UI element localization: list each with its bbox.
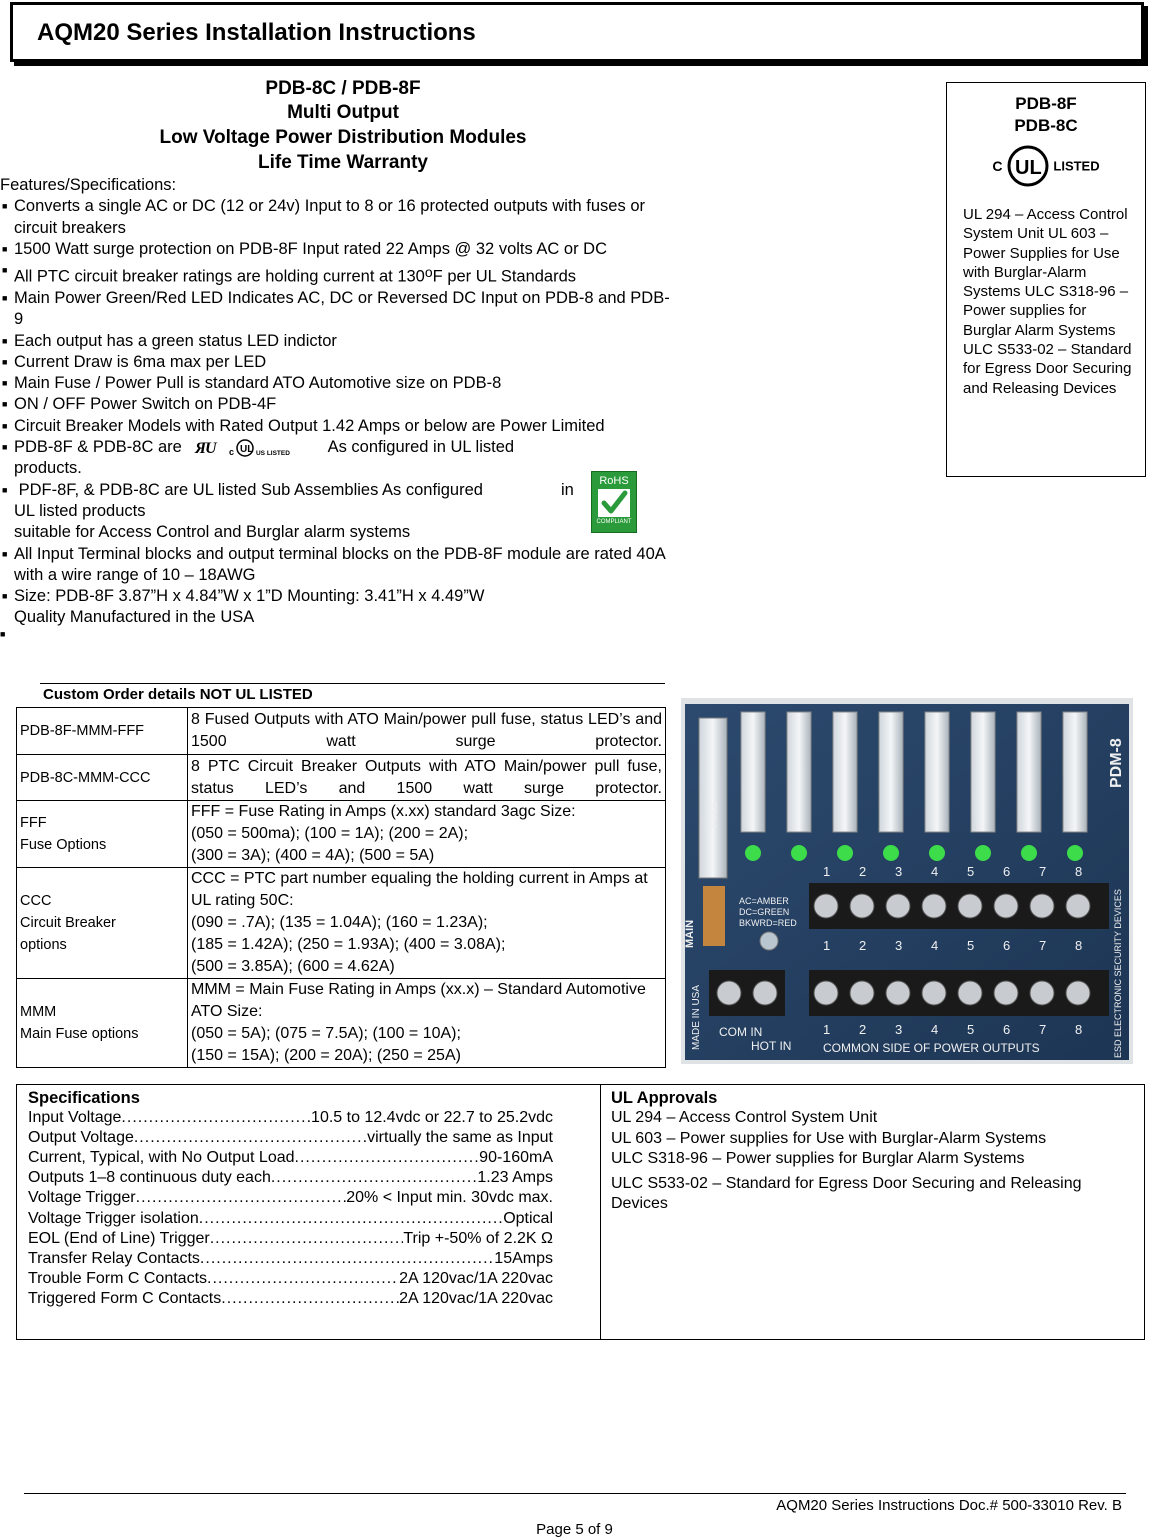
feature-item: ■ ON / OFF Power Switch on PDB-4F <box>2 395 277 414</box>
stray-bullet: ■ <box>0 628 6 639</box>
order-code: PDB-8C-MMM-CCC <box>17 755 188 801</box>
input-terminal-block <box>709 970 785 1016</box>
order-code: FFF Fuse Options <box>17 801 188 868</box>
brand-label: ESD ELECTRONIC SECURITY DEVICES <box>1113 889 1123 1058</box>
product-description-title: Low Voltage Power Distribution Modules <box>159 127 527 148</box>
feature-item: ■ Circuit Breaker Models with Rated Output 1.42 Amps or below are Power Limited <box>2 416 605 435</box>
order-code: PDB-8F-MMM-FFF <box>17 708 188 755</box>
warranty-title: Life Time Warranty <box>258 152 428 173</box>
svg-text:FUSE: FUSE <box>709 801 720 828</box>
order-description: MMM = Main Fuse Rating in Amps (xx.x) – Standard Automotive ATO Size: (050 = 5A); (075 = 7.5A); (100 = 10A); (150 = 15A); (200 = 20A); (250 = 25A) <box>188 979 666 1068</box>
specifications-heading: Specifications <box>28 1089 140 1107</box>
svg-text:3: 3 <box>895 938 903 953</box>
svg-text:5: 5 <box>967 864 975 879</box>
svg-text:3: 3 <box>895 1022 903 1037</box>
spec-row: Voltage Trigger isolation ..... Optical <box>28 1209 553 1229</box>
svg-text:2: 2 <box>859 1022 867 1037</box>
feature-item: ■ Main Power Green/Red LED Indicates AC, DC or Reversed DC Input on PDB-8 and PDB-9 <box>2 288 670 329</box>
order-code: MMM Main Fuse options <box>17 979 188 1068</box>
ul-us-listed-icon: c UL US LISTED <box>229 439 295 457</box>
svg-text:MAIN: MAIN <box>684 919 696 948</box>
feature-item: ■ Main Fuse / Power Pull is standard ATO Automotive size on PDB-8 <box>2 374 502 393</box>
custom-order-title: Custom Order details NOT UL LISTED <box>43 686 313 703</box>
feature-item: ■ 1500 Watt surge protection on PDB-8F Input rated 22 Amps @ 32 volts AC or DC <box>2 239 608 258</box>
ul-approvals-section <box>611 1088 1136 1214</box>
order-description: 8 PTC Circuit Breaker Outputs with ATO Main/power pull fuse, status LED’s and 1500 watt surge protector. <box>188 755 666 801</box>
product-models-title: PDB-8C / PDB-8F <box>265 78 421 99</box>
board-model-label: PDM-8 <box>1108 738 1125 788</box>
output-terminal-block-top <box>809 883 1109 929</box>
svg-text:6: 6 <box>1003 1022 1011 1037</box>
features-list <box>0 196 670 628</box>
svg-text:HOT IN: HOT IN <box>751 1039 792 1053</box>
features-section <box>0 175 670 639</box>
features-heading: Features/Specifications: <box>0 176 177 194</box>
svg-text:4: 4 <box>931 864 939 879</box>
svg-text:U: U <box>205 439 217 457</box>
svg-text:UL: UL <box>1014 157 1042 179</box>
svg-text:1: 1 <box>823 938 831 953</box>
svg-text:BKWRD=RED: BKWRD=RED <box>739 918 797 928</box>
svg-text:UL: UL <box>239 443 254 455</box>
svg-text:COMMON SIDE OF POWER OUTPUTS: COMMON SIDE OF POWER OUTPUTS <box>823 1041 1040 1055</box>
ul-approval-item: UL 294 – Access Control System Unit <box>611 1109 878 1127</box>
specifications-list <box>28 1088 553 1309</box>
product-photo <box>681 698 1133 1064</box>
svg-text:5: 5 <box>967 938 975 953</box>
feature-item: ■ Converts a single AC or DC (12 or 24v) Input to 8 or 16 protected outputs with fuses or circuit breakers <box>2 197 645 237</box>
spec-row: Trouble Form C Contacts ..... 2A 120vac/1A 220vac <box>28 1269 553 1289</box>
spec-row: Transfer Relay Contacts ..... 15Amps <box>28 1249 553 1269</box>
svg-text:6: 6 <box>1003 938 1011 953</box>
rohs-compliant-icon: RoHS COMPLIANT <box>591 471 637 533</box>
order-description: FFF = Fuse Rating in Amps (x.xx) standard 3agc Size: (050 = 500ma); (100 = 1A); (200 = 2A); (300 = 3A); (400 = 4A); (500 = 5A) <box>188 801 666 868</box>
feature-item: ■ PDF-8F, & PDB-8C are UL listed Sub Assemblies As configured in UL listed products suitable for Access Control and Burglar alarm systems <box>2 480 574 542</box>
cert-listings: UL 294 – Access Control System Unit UL 603 – Power Supplies for Use with Burglar-Alarm Systems ULC S318-96 – Power supplies for Burglar Alarm Systems ULC S533-02 – Standard for Egress Door Securing and Releasing Devices <box>963 206 1132 397</box>
svg-text:7: 7 <box>1039 1022 1047 1037</box>
footer-page-number: Page 5 of 9 <box>536 1521 613 1538</box>
spec-row: Output Voltage ..... virtually the same as Input <box>28 1128 553 1148</box>
ur-recognized-icon <box>194 439 220 457</box>
custom-order-rule <box>40 683 665 684</box>
feature-item: ■ All Input Terminal blocks and output terminal blocks on the PDB-8F module are rated 40A with a wire range of 10 – 18AWG <box>2 544 665 584</box>
made-in-usa-label: MADE IN USA <box>691 984 702 1050</box>
ul-approval-item: ULC S533-02 – Standard for Egress Door Securing and Releasing Devices <box>611 1174 1082 1213</box>
svg-text:8: 8 <box>1075 1022 1083 1037</box>
table-row <box>17 708 666 755</box>
feature-item: ■ Size: PDB-8F 3.87”H x 4.84”W x 1”D Mounting: 3.41”H x 4.49”W Quality Manufactured in the USA <box>2 587 485 627</box>
main-power-led <box>760 932 778 950</box>
custom-order-table <box>16 707 666 1068</box>
product-subtitle: Multi Output <box>287 102 399 123</box>
spec-divider <box>600 1084 601 1340</box>
led-legend <box>739 896 797 928</box>
svg-text:COM IN: COM IN <box>719 1025 763 1039</box>
svg-text:4: 4 <box>931 1022 939 1037</box>
svg-text:5: 5 <box>967 1022 975 1037</box>
spec-row: Input Voltage ..... 10.5 to 12.4vdc or 22.7 to 25.2vdc <box>28 1108 553 1128</box>
svg-text:6: 6 <box>1003 864 1011 879</box>
table-row <box>17 755 666 801</box>
c-ul-listed-icon: C UL LISTED <box>947 145 1145 187</box>
footer-rule <box>24 1493 1126 1494</box>
spec-row: Triggered Form C Contacts ..... 2A 120vac/1A 220vac <box>28 1289 553 1309</box>
svg-text:7: 7 <box>1039 938 1047 953</box>
feature-item: ■ Current Draw is 6ma max per LED <box>2 352 267 371</box>
svg-text:DC=GREEN: DC=GREEN <box>739 907 790 917</box>
svg-text:8: 8 <box>1075 938 1083 953</box>
document-title: AQM20 Series Installation Instructions <box>37 19 476 46</box>
ul-approvals-heading: UL Approvals <box>611 1089 718 1107</box>
main-fuse <box>699 718 727 878</box>
svg-text:2: 2 <box>859 864 867 879</box>
order-description: 8 Fused Outputs with ATO Main/power pull fuse, status LED’s and 1500 watt surge protector. <box>188 708 666 755</box>
cert-model-pdb8c: PDB-8C <box>1014 116 1078 135</box>
footer-doc-number: AQM20 Series Instructions Doc.# 500-33010 Rev. B <box>776 1497 1122 1514</box>
table-row <box>17 979 666 1068</box>
spec-row: Voltage Trigger ..... 20% < Input min. 30vdc max. <box>28 1188 553 1208</box>
table-row <box>17 801 666 868</box>
svg-text:7: 7 <box>1039 864 1047 879</box>
svg-text:8: 8 <box>1075 864 1083 879</box>
spec-row: EOL (End of Line) Trigger ..... Trip +-50% of 2.2K Ω <box>28 1229 553 1249</box>
order-code: CCC Circuit Breaker options <box>17 868 188 979</box>
feature-item: ■ Each output has a green status LED indictor <box>2 331 337 350</box>
order-description: CCC = PTC part number equaling the holding current in Amps at UL rating 50C: (090 = .7A); (135 = 1.04A); (160 = 1.23A); (185 = 1.42A); (250 = 1.93A); (400 = 3.08A); (500 = 3.85A); (600 = 4.62A) <box>188 868 666 979</box>
svg-text:4: 4 <box>931 938 939 953</box>
cert-model-pdb8f: PDB-8F <box>1015 94 1077 113</box>
certification-box <box>946 82 1146 477</box>
ul-approval-item: UL 603 – Power supplies for Use with Burglar-Alarm Systems <box>611 1129 1047 1147</box>
svg-text:AC=AMBER: AC=AMBER <box>739 896 789 906</box>
ul-approval-item: ULC S318-96 – Power supplies for Burglar Alarm Systems <box>611 1150 1025 1168</box>
feature-item: ■ All PTC circuit breaker ratings are holding current at 130$^o$F per UL Standards <box>2 264 577 286</box>
output-terminal-block-bottom <box>809 970 1109 1016</box>
svg-text:3: 3 <box>895 864 903 879</box>
svg-text:Я: Я <box>195 439 207 457</box>
svg-text:1: 1 <box>823 864 831 879</box>
spec-row: Current, Typical, with No Output Load ..... 90-160mA <box>28 1148 553 1168</box>
feature-item: ■ PDB-8F & PDB-8C are Я U c UL US LISTED As configured in UL listed products. <box>2 438 515 478</box>
spec-row: Outputs 1–8 continuous duty each ..... 1.23 Amps <box>28 1168 553 1188</box>
header-banner <box>10 2 1144 62</box>
svg-text:1: 1 <box>823 1022 831 1037</box>
table-row <box>17 868 666 979</box>
svg-text:2: 2 <box>859 938 867 953</box>
